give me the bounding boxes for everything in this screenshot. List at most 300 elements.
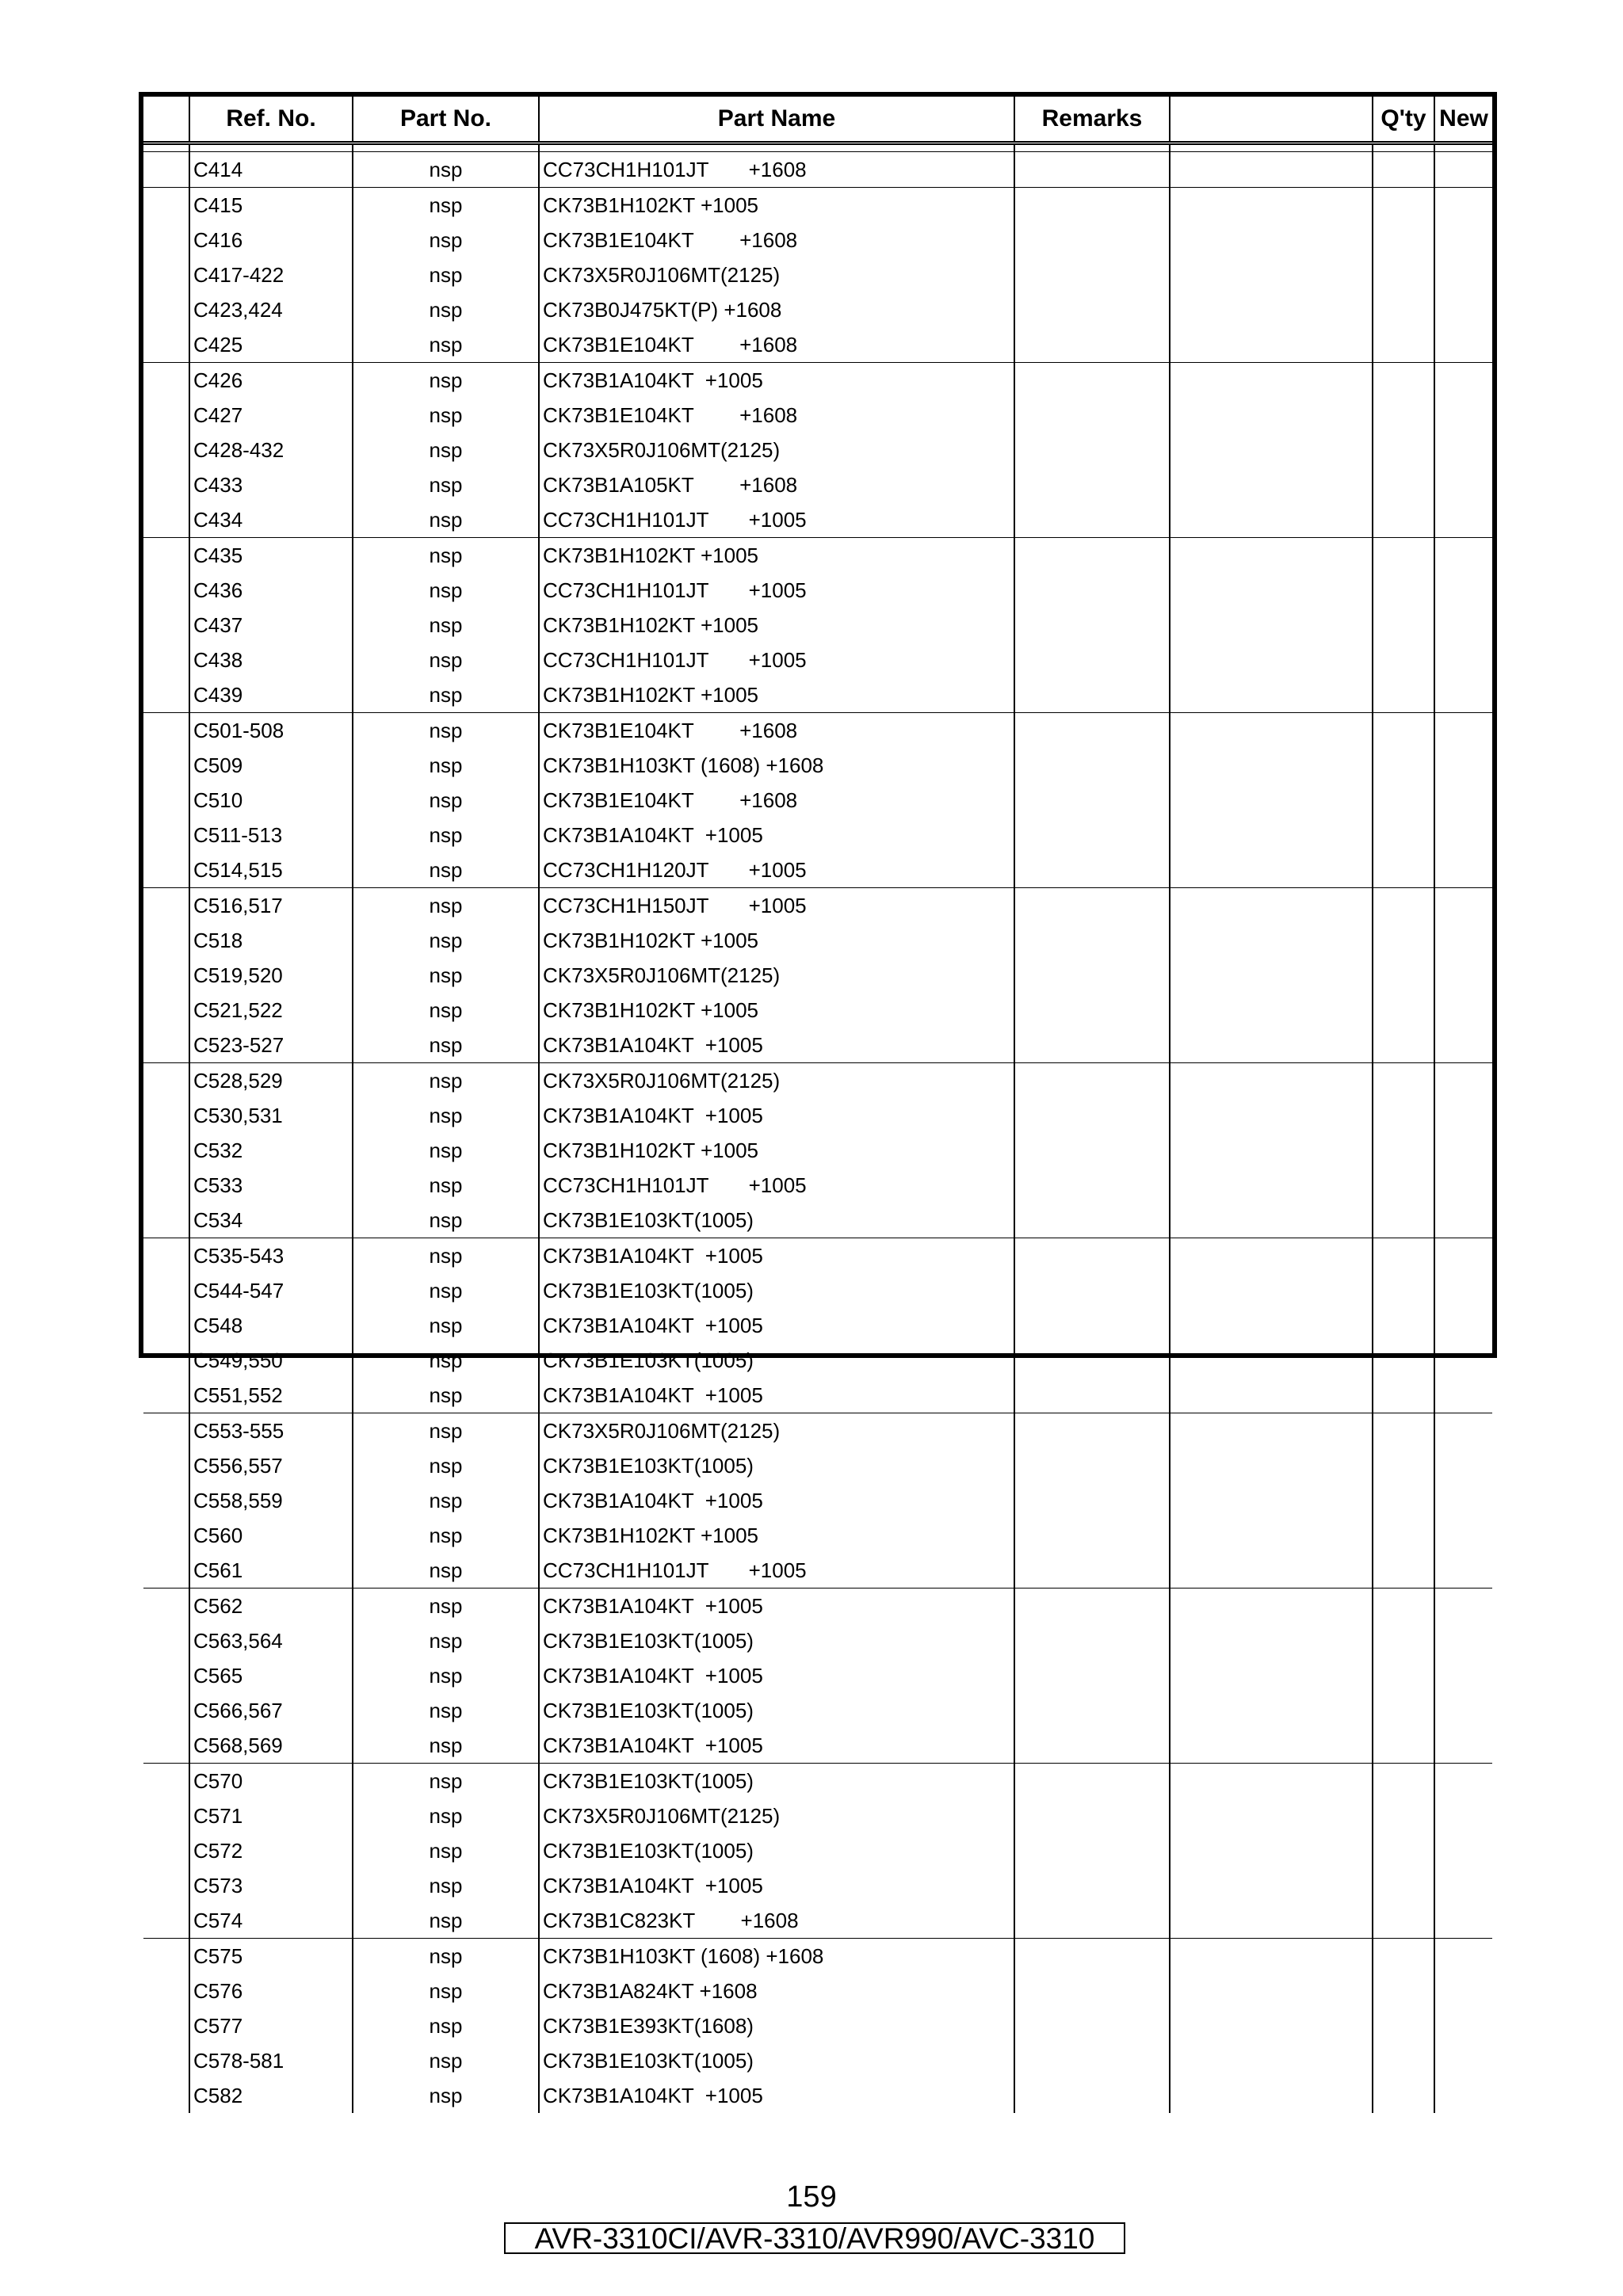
row-blank-cell (143, 748, 189, 783)
row-blank-cell (143, 958, 189, 993)
part-name-cell: CK73B1E103KT(1005) (539, 1833, 1014, 1868)
remarks-cell (1014, 993, 1170, 1028)
remarks-cell (1014, 783, 1170, 818)
qty-cell (1373, 923, 1434, 958)
remarks-cell (1014, 1133, 1170, 1168)
part-name-cell: CK73B1A104KT +1005 (539, 818, 1014, 852)
ref-no-cell: C534 (189, 1203, 353, 1238)
part-name-cell: CK73B1A104KT +1005 (539, 1589, 1014, 1624)
row-blank-cell (143, 888, 189, 924)
header-blank (143, 97, 189, 143)
model-name-box: AVR-3310CI/AVR-3310/AVR990/AVC-3310 (504, 2222, 1125, 2254)
row-blank-cell (143, 433, 189, 467)
ref-no-cell: C575 (189, 1939, 353, 1974)
table-row (143, 1343, 1492, 1378)
table-row (143, 573, 1492, 608)
part-name-cell: CK73B1H103KT (1608) +1608 (539, 748, 1014, 783)
extra-cell (1170, 1238, 1373, 1274)
ref-no-cell: C544-547 (189, 1273, 353, 1308)
extra-cell (1170, 608, 1373, 643)
new-cell (1434, 363, 1492, 399)
qty-cell (1373, 1133, 1434, 1168)
ref-no-cell: C572 (189, 1833, 353, 1868)
table-row (143, 888, 1492, 924)
ref-no-cell: C562 (189, 1589, 353, 1624)
qty-cell (1373, 993, 1434, 1028)
remarks-cell (1014, 398, 1170, 433)
extra-cell (1170, 1589, 1373, 1624)
row-blank-cell (143, 1483, 189, 1518)
new-cell (1434, 1063, 1492, 1099)
ref-no-cell: C439 (189, 677, 353, 713)
extra-cell (1170, 2078, 1373, 2113)
remarks-cell (1014, 1868, 1170, 1903)
ref-no-cell: C568,569 (189, 1728, 353, 1764)
remarks-cell (1014, 608, 1170, 643)
remarks-cell (1014, 1413, 1170, 1449)
ref-no-cell: C565 (189, 1658, 353, 1693)
remarks-cell (1014, 1798, 1170, 1833)
part-name-cell: CK73B1A104KT +1005 (539, 1238, 1014, 1274)
row-blank-cell (143, 1553, 189, 1589)
part-no-cell: nsp (353, 1589, 539, 1624)
row-blank-cell (143, 1623, 189, 1658)
table-row (143, 502, 1492, 538)
ref-no-cell: C518 (189, 923, 353, 958)
part-name-cell: CK73B0J475KT(P) +1608 (539, 292, 1014, 327)
table-row (143, 1133, 1492, 1168)
part-name-cell: CK73B1H102KT +1005 (539, 538, 1014, 574)
extra-cell (1170, 292, 1373, 327)
parts-table-body (143, 152, 1492, 2114)
part-name-cell: CK73X5R0J106MT(2125) (539, 1413, 1014, 1449)
qty-cell (1373, 502, 1434, 538)
part-no-cell: nsp (353, 1273, 539, 1308)
remarks-cell (1014, 1728, 1170, 1764)
table-row (143, 608, 1492, 643)
row-blank-cell (143, 538, 189, 574)
remarks-cell (1014, 643, 1170, 677)
part-no-cell: nsp (353, 1308, 539, 1343)
row-blank-cell (143, 1974, 189, 2008)
ref-no-cell: C573 (189, 1868, 353, 1903)
ref-no-cell: C566,567 (189, 1693, 353, 1728)
part-name-cell: CK73X5R0J106MT(2125) (539, 1798, 1014, 1833)
remarks-cell (1014, 292, 1170, 327)
part-no-cell: nsp (353, 1413, 539, 1449)
part-no-cell: nsp (353, 363, 539, 399)
new-cell (1434, 573, 1492, 608)
part-name-cell: CK73B1A104KT +1005 (539, 1098, 1014, 1133)
part-name-cell: CK73B1A104KT +1005 (539, 1728, 1014, 1764)
new-cell (1434, 223, 1492, 257)
ref-no-cell: C415 (189, 188, 353, 223)
row-blank-cell (143, 1203, 189, 1238)
ref-no-cell: C560 (189, 1518, 353, 1553)
part-name-cell: CC73CH1H101JT +1005 (539, 643, 1014, 677)
table-row (143, 1764, 1492, 1799)
remarks-cell (1014, 1483, 1170, 1518)
remarks-cell (1014, 923, 1170, 958)
new-cell (1434, 1238, 1492, 1274)
row-blank-cell (143, 292, 189, 327)
part-no-cell: nsp (353, 748, 539, 783)
remarks-cell (1014, 188, 1170, 223)
table-row (143, 467, 1492, 502)
extra-cell (1170, 1623, 1373, 1658)
qty-cell (1373, 1553, 1434, 1589)
part-no-cell: nsp (353, 713, 539, 749)
table-row (143, 1939, 1492, 1974)
part-name-cell: CK73B1E103KT(1005) (539, 1764, 1014, 1799)
row-blank-cell (143, 1939, 189, 1974)
new-cell (1434, 888, 1492, 924)
extra-cell (1170, 1098, 1373, 1133)
extra-cell (1170, 1518, 1373, 1553)
part-no-cell: nsp (353, 643, 539, 677)
extra-cell (1170, 1728, 1373, 1764)
new-cell (1434, 643, 1492, 677)
table-row (143, 223, 1492, 257)
part-name-cell: CK73B1E103KT(1005) (539, 1343, 1014, 1378)
table-row (143, 1518, 1492, 1553)
extra-cell (1170, 958, 1373, 993)
page-number: 159 (786, 2180, 837, 2214)
new-cell (1434, 467, 1492, 502)
part-name-cell: CK73B1C823KT +1608 (539, 1903, 1014, 1939)
extra-cell (1170, 1833, 1373, 1868)
remarks-cell (1014, 1063, 1170, 1099)
new-cell (1434, 1133, 1492, 1168)
header-remarks: Remarks (1014, 97, 1170, 143)
ref-no-cell: C528,529 (189, 1063, 353, 1099)
row-blank-cell (143, 1868, 189, 1903)
new-cell (1434, 2043, 1492, 2078)
new-cell (1434, 1273, 1492, 1308)
part-name-cell: CK73B1H102KT +1005 (539, 608, 1014, 643)
part-no-cell: nsp (353, 1623, 539, 1658)
row-blank-cell (143, 1098, 189, 1133)
extra-cell (1170, 677, 1373, 713)
extra-cell (1170, 713, 1373, 749)
part-no-cell: nsp (353, 502, 539, 538)
qty-cell (1373, 2043, 1434, 2078)
part-no-cell: nsp (353, 1518, 539, 1553)
extra-cell (1170, 433, 1373, 467)
table-row (143, 1553, 1492, 1589)
row-blank-cell (143, 327, 189, 363)
remarks-cell (1014, 363, 1170, 399)
qty-cell (1373, 1868, 1434, 1903)
ref-no-cell: C570 (189, 1764, 353, 1799)
part-name-cell: CK73B1A104KT +1005 (539, 1658, 1014, 1693)
table-row (143, 292, 1492, 327)
table-row (143, 1063, 1492, 1099)
part-no-cell: nsp (353, 1378, 539, 1413)
ref-no-cell: C519,520 (189, 958, 353, 993)
remarks-cell (1014, 2043, 1170, 2078)
new-cell (1434, 1028, 1492, 1063)
row-blank-cell (143, 1903, 189, 1939)
ref-no-cell: C549,550 (189, 1343, 353, 1378)
part-no-cell: nsp (353, 292, 539, 327)
new-cell (1434, 1483, 1492, 1518)
remarks-cell (1014, 257, 1170, 292)
qty-cell (1373, 1518, 1434, 1553)
part-no-cell: nsp (353, 152, 539, 188)
qty-cell (1373, 1168, 1434, 1203)
remarks-cell (1014, 1553, 1170, 1589)
part-name-cell: CK73B1E103KT(1005) (539, 1203, 1014, 1238)
qty-cell (1373, 1413, 1434, 1449)
remarks-cell (1014, 1203, 1170, 1238)
row-blank-cell (143, 1378, 189, 1413)
ref-no-cell: C501-508 (189, 713, 353, 749)
part-no-cell: nsp (353, 1939, 539, 1974)
row-blank-cell (143, 1063, 189, 1099)
table-row (143, 1833, 1492, 1868)
qty-cell (1373, 1378, 1434, 1413)
table-row (143, 1589, 1492, 1624)
qty-cell (1373, 1589, 1434, 1624)
extra-cell (1170, 2043, 1373, 2078)
extra-cell (1170, 1343, 1373, 1378)
qty-cell (1373, 1939, 1434, 1974)
extra-cell (1170, 188, 1373, 223)
table-row (143, 1028, 1492, 1063)
ref-no-cell: C553-555 (189, 1413, 353, 1449)
qty-cell (1373, 2008, 1434, 2043)
part-name-cell: CK73B1E103KT(1005) (539, 2043, 1014, 2078)
part-no-cell: nsp (353, 188, 539, 223)
new-cell (1434, 783, 1492, 818)
table-row (143, 1273, 1492, 1308)
row-blank-cell (143, 923, 189, 958)
extra-cell (1170, 1308, 1373, 1343)
new-cell (1434, 852, 1492, 888)
part-name-cell: CK73B1E104KT +1608 (539, 223, 1014, 257)
extra-cell (1170, 1764, 1373, 1799)
part-name-cell: CK73X5R0J106MT(2125) (539, 1063, 1014, 1099)
part-name-cell: CC73CH1H101JT +1005 (539, 502, 1014, 538)
extra-cell (1170, 257, 1373, 292)
part-no-cell: nsp (353, 1133, 539, 1168)
extra-cell (1170, 398, 1373, 433)
extra-cell (1170, 1939, 1373, 1974)
ref-no-cell: C426 (189, 363, 353, 399)
part-no-cell: nsp (353, 1658, 539, 1693)
new-cell (1434, 1343, 1492, 1378)
ref-no-cell: C521,522 (189, 993, 353, 1028)
part-no-cell: nsp (353, 1833, 539, 1868)
part-no-cell: nsp (353, 993, 539, 1028)
new-cell (1434, 1589, 1492, 1624)
qty-cell (1373, 257, 1434, 292)
remarks-cell (1014, 502, 1170, 538)
ref-no-cell: C510 (189, 783, 353, 818)
part-name-cell: CK73B1H102KT +1005 (539, 1133, 1014, 1168)
part-no-cell: nsp (353, 1868, 539, 1903)
remarks-cell (1014, 1693, 1170, 1728)
extra-cell (1170, 923, 1373, 958)
part-no-cell: nsp (353, 2078, 539, 2113)
new-cell (1434, 958, 1492, 993)
new-cell (1434, 608, 1492, 643)
row-blank-cell (143, 502, 189, 538)
part-name-cell: CK73B1H102KT +1005 (539, 1518, 1014, 1553)
new-cell (1434, 818, 1492, 852)
part-no-cell: nsp (353, 2043, 539, 2078)
new-cell (1434, 2078, 1492, 2113)
part-no-cell: nsp (353, 852, 539, 888)
new-cell (1434, 2008, 1492, 2043)
ref-no-cell: C576 (189, 1974, 353, 2008)
qty-cell (1373, 188, 1434, 223)
new-cell (1434, 923, 1492, 958)
part-name-cell: CC73CH1H101JT +1005 (539, 1553, 1014, 1589)
extra-cell (1170, 1483, 1373, 1518)
qty-cell (1373, 1448, 1434, 1483)
part-name-cell: CK73B1H102KT +1005 (539, 677, 1014, 713)
table-row (143, 398, 1492, 433)
remarks-cell (1014, 1378, 1170, 1413)
remarks-cell (1014, 677, 1170, 713)
new-cell (1434, 433, 1492, 467)
qty-cell (1373, 643, 1434, 677)
qty-cell (1373, 1308, 1434, 1343)
remarks-cell (1014, 223, 1170, 257)
part-name-cell: CK73B1A104KT +1005 (539, 2078, 1014, 2113)
qty-cell (1373, 223, 1434, 257)
part-no-cell: nsp (353, 1203, 539, 1238)
part-no-cell: nsp (353, 223, 539, 257)
part-no-cell: nsp (353, 1098, 539, 1133)
part-name-cell: CC73CH1H101JT +1005 (539, 1168, 1014, 1203)
row-blank-cell (143, 1168, 189, 1203)
part-no-cell: nsp (353, 433, 539, 467)
part-name-cell: CK73B1E104KT +1608 (539, 398, 1014, 433)
part-no-cell: nsp (353, 538, 539, 574)
ref-no-cell: C535-543 (189, 1238, 353, 1274)
new-cell (1434, 257, 1492, 292)
table-row (143, 677, 1492, 713)
new-cell (1434, 538, 1492, 574)
part-name-cell: CK73B1A104KT +1005 (539, 1483, 1014, 1518)
extra-cell (1170, 1798, 1373, 1833)
ref-no-cell: C428-432 (189, 433, 353, 467)
row-blank-cell (143, 993, 189, 1028)
part-no-cell: nsp (353, 1238, 539, 1274)
row-blank-cell (143, 1589, 189, 1624)
ref-no-cell: C417-422 (189, 257, 353, 292)
part-name-cell: CK73B1E103KT(1005) (539, 1448, 1014, 1483)
table-row (143, 327, 1492, 363)
part-no-cell: nsp (353, 783, 539, 818)
part-name-cell: CK73B1A104KT +1005 (539, 363, 1014, 399)
qty-cell (1373, 363, 1434, 399)
remarks-cell (1014, 1028, 1170, 1063)
new-cell (1434, 1518, 1492, 1553)
extra-cell (1170, 1378, 1373, 1413)
extra-cell (1170, 1203, 1373, 1238)
qty-cell (1373, 1764, 1434, 1799)
ref-no-cell: C561 (189, 1553, 353, 1589)
row-blank-cell (143, 1518, 189, 1553)
extra-cell (1170, 573, 1373, 608)
new-cell (1434, 1833, 1492, 1868)
table-row (143, 852, 1492, 888)
table-row (143, 1483, 1492, 1518)
extra-cell (1170, 852, 1373, 888)
ref-no-cell: C433 (189, 467, 353, 502)
table-row (143, 1238, 1492, 1274)
new-cell (1434, 188, 1492, 223)
row-blank-cell (143, 363, 189, 399)
new-cell (1434, 398, 1492, 433)
part-name-cell: CK73B1H102KT +1005 (539, 923, 1014, 958)
part-name-cell: CK73X5R0J106MT(2125) (539, 257, 1014, 292)
remarks-cell (1014, 467, 1170, 502)
remarks-cell (1014, 152, 1170, 188)
table-row (143, 1308, 1492, 1343)
new-cell (1434, 993, 1492, 1028)
new-cell (1434, 1308, 1492, 1343)
extra-cell (1170, 1168, 1373, 1203)
ref-no-cell: C532 (189, 1133, 353, 1168)
remarks-cell (1014, 748, 1170, 783)
table-row (143, 1868, 1492, 1903)
ref-no-cell: C416 (189, 223, 353, 257)
part-name-cell: CK73B1A104KT +1005 (539, 1868, 1014, 1903)
table-row (143, 1098, 1492, 1133)
extra-cell (1170, 1658, 1373, 1693)
remarks-cell (1014, 1098, 1170, 1133)
row-blank-cell (143, 1413, 189, 1449)
new-cell (1434, 1448, 1492, 1483)
part-name-cell: CK73B1A105KT +1608 (539, 467, 1014, 502)
header-qty: Q'ty (1373, 97, 1434, 143)
ref-no-cell: C435 (189, 538, 353, 574)
part-name-cell: CK73B1E103KT(1005) (539, 1273, 1014, 1308)
extra-cell (1170, 993, 1373, 1028)
row-blank-cell (143, 1133, 189, 1168)
ref-no-cell: C556,557 (189, 1448, 353, 1483)
row-blank-cell (143, 1833, 189, 1868)
qty-cell (1373, 433, 1434, 467)
remarks-cell (1014, 1658, 1170, 1693)
extra-cell (1170, 1974, 1373, 2008)
part-no-cell: nsp (353, 1343, 539, 1378)
table-row (143, 643, 1492, 677)
row-blank-cell (143, 783, 189, 818)
remarks-cell (1014, 2008, 1170, 2043)
part-no-cell: nsp (353, 257, 539, 292)
part-name-cell: CK73B1A824KT +1608 (539, 1974, 1014, 2008)
ref-no-cell: C577 (189, 2008, 353, 2043)
row-blank-cell (143, 1448, 189, 1483)
qty-cell (1373, 1728, 1434, 1764)
qty-cell (1373, 573, 1434, 608)
remarks-cell (1014, 888, 1170, 924)
ref-no-cell: C437 (189, 608, 353, 643)
new-cell (1434, 1693, 1492, 1728)
row-blank-cell (143, 257, 189, 292)
part-name-cell: CK73B1H102KT +1005 (539, 993, 1014, 1028)
row-blank-cell (143, 1238, 189, 1274)
remarks-cell (1014, 573, 1170, 608)
table-row (143, 257, 1492, 292)
new-cell (1434, 1974, 1492, 2008)
